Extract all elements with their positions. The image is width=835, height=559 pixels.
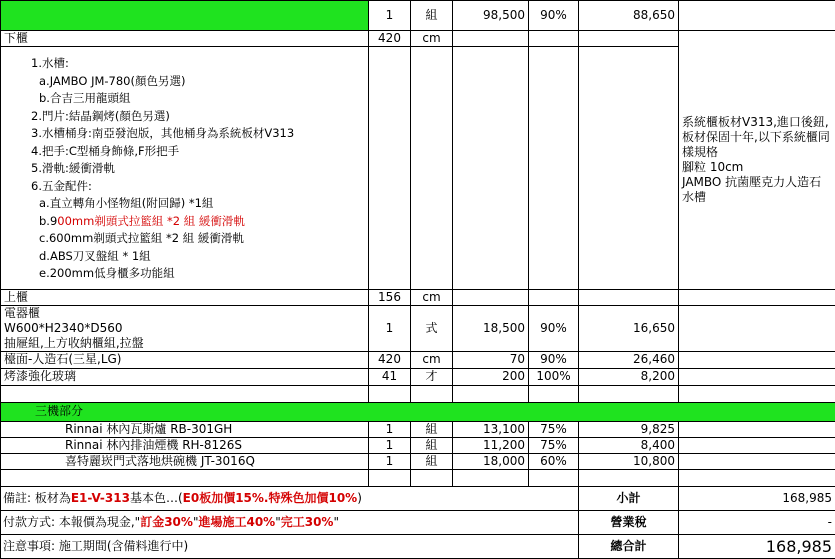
item-name-cell[interactable]: 上櫃: [1, 289, 369, 305]
discount-cell[interactable]: 75%: [529, 437, 579, 453]
note-cell[interactable]: [679, 351, 835, 368]
note-cell[interactable]: [679, 368, 835, 385]
spec-line: e.200mm低身櫃多功能組: [31, 265, 364, 283]
note-cell[interactable]: [679, 437, 835, 453]
qty-cell[interactable]: [369, 47, 411, 290]
payment-completion: 完工30%: [281, 515, 334, 529]
price-cell[interactable]: 98,500: [453, 1, 529, 31]
qty-cell[interactable]: 1: [369, 1, 411, 31]
price-cell[interactable]: 18,500: [453, 305, 529, 351]
lower-cabinet-note[interactable]: [679, 31, 835, 290]
tax-label: 營業稅: [579, 510, 679, 534]
table-row: [1, 453, 835, 469]
table-row: [1, 385, 835, 402]
qty-cell[interactable]: 1: [369, 305, 411, 351]
amount-cell[interactable]: 8,200: [579, 368, 679, 385]
price-cell[interactable]: 70: [453, 351, 529, 368]
spec-line: d.ABS刀叉盤組 * 1組: [31, 248, 364, 266]
price-cell[interactable]: [453, 47, 529, 290]
table-row: [1, 437, 835, 453]
remark-mid: 基本色…(: [130, 491, 183, 505]
spec-line-highlight: [31, 213, 364, 231]
amount-cell[interactable]: 16,650: [579, 305, 679, 351]
total-value[interactable]: 168,985: [679, 534, 835, 558]
unit-cell[interactable]: 組: [411, 421, 453, 437]
table-row: [1, 289, 835, 305]
qty-cell[interactable]: [369, 385, 411, 402]
price-cell[interactable]: 13,100: [453, 421, 529, 437]
spec-line: 4.把手:C型桶身飾條,F形把手: [31, 143, 364, 161]
remark-board-type: E1-V-313: [71, 491, 130, 505]
note-cell[interactable]: [679, 305, 835, 351]
note-cell[interactable]: [679, 453, 835, 469]
discount-cell[interactable]: [529, 47, 579, 290]
qty-cell[interactable]: [369, 469, 411, 486]
payment-quote: ": [193, 515, 199, 529]
item-name-cell[interactable]: Rinnai 林內瓦斯爐 RB-301GH: [1, 421, 369, 437]
price-cell[interactable]: [453, 385, 529, 402]
payment-quote: ": [333, 515, 339, 529]
spec-red-text: 00mm剃頭式拉籃組 *2 組 緩衝滑軌: [57, 214, 245, 228]
unit-cell[interactable]: cm: [411, 351, 453, 368]
price-cell[interactable]: 18,000: [453, 453, 529, 469]
spec-line: 2.門片:結晶鋼烤(顏色另選): [31, 108, 364, 126]
note-line: 系統櫃板材V313,進口後鈕,板材保固十年,以下系統櫃同樣規格: [682, 115, 832, 160]
table-row: [1, 351, 835, 368]
unit-cell[interactable]: 組: [411, 453, 453, 469]
total-label: 總合計: [579, 534, 679, 558]
amount-cell[interactable]: [579, 289, 679, 305]
discount-cell[interactable]: 90%: [529, 1, 579, 31]
unit-cell[interactable]: 才: [411, 368, 453, 385]
subtotal-value[interactable]: 168,985: [679, 486, 835, 510]
discount-cell[interactable]: [529, 31, 579, 47]
item-name-cell[interactable]: Rinnai 林內排油煙機 RH-8126S: [1, 437, 369, 453]
tax-value[interactable]: -: [679, 510, 835, 534]
note-line: JAMBO 抗菌壓克力人造石水槽: [682, 175, 832, 205]
payment-quote: ": [275, 515, 281, 529]
table-row: [1, 368, 835, 385]
table-row: [1, 1, 835, 31]
remark-cell[interactable]: [1, 486, 579, 510]
item-name-cell[interactable]: [1, 385, 369, 402]
qty-cell[interactable]: 41: [369, 368, 411, 385]
unit-cell[interactable]: 組: [411, 437, 453, 453]
discount-cell[interactable]: 90%: [529, 351, 579, 368]
item-name-cell[interactable]: 下櫃: [1, 31, 369, 47]
discount-cell[interactable]: [529, 469, 579, 486]
note-cell[interactable]: [679, 1, 835, 31]
spec-line: 6.五金配件:: [31, 178, 364, 196]
payment-deposit: 訂金30%: [140, 515, 193, 529]
item-name-line: W600*H2340*D560: [4, 321, 365, 336]
qty-cell[interactable]: 420: [369, 31, 411, 47]
spec-line: b.合吉三用龍頭組: [31, 90, 364, 108]
price-cell[interactable]: 11,200: [453, 437, 529, 453]
item-name-cell[interactable]: 烤漆強化玻璃: [1, 368, 369, 385]
qty-cell[interactable]: 1: [369, 421, 411, 437]
discount-cell[interactable]: 100%: [529, 368, 579, 385]
spec-line: c.600mm剃頭式拉籃組 *2 組 緩衝滑軌: [31, 230, 364, 248]
note-cell[interactable]: [679, 385, 835, 402]
unit-cell[interactable]: 組: [411, 1, 453, 31]
qty-cell[interactable]: 156: [369, 289, 411, 305]
unit-cell[interactable]: cm: [411, 31, 453, 47]
discount-cell[interactable]: 60%: [529, 453, 579, 469]
table-row: [1, 421, 835, 437]
item-name-cell[interactable]: 檯面-人造石(三星,LG): [1, 351, 369, 368]
spec-line: 5.滑軌:緩衝滑軌: [31, 160, 364, 178]
amount-cell[interactable]: 26,460: [579, 351, 679, 368]
note-line: 腳粒 10cm: [682, 160, 832, 175]
item-name-cell[interactable]: [1, 469, 369, 486]
note-cell[interactable]: [679, 421, 835, 437]
discount-cell[interactable]: 90%: [529, 305, 579, 351]
note-cell[interactable]: [679, 289, 835, 305]
discount-cell[interactable]: [529, 289, 579, 305]
spec-prefix: b.9: [39, 214, 57, 228]
amount-cell[interactable]: 8,400: [579, 437, 679, 453]
amount-cell[interactable]: [579, 47, 679, 290]
unit-cell[interactable]: cm: [411, 289, 453, 305]
amount-cell[interactable]: 9,825: [579, 421, 679, 437]
amount-cell[interactable]: 88,650: [579, 1, 679, 31]
table-row: [1, 469, 835, 486]
item-name-cell[interactable]: 喜特麗崁門式落地烘碗機 JT-3016Q: [1, 453, 369, 469]
note-cell[interactable]: [679, 469, 835, 486]
amount-cell[interactable]: 10,800: [579, 453, 679, 469]
spec-line: 1.水槽:: [31, 55, 364, 73]
unit-cell[interactable]: [411, 385, 453, 402]
qty-cell[interactable]: 420: [369, 351, 411, 368]
unit-cell[interactable]: 式: [411, 305, 453, 351]
payment-cell[interactable]: [1, 510, 579, 534]
spec-line: a.JAMBO JM-780(顏色另選): [31, 73, 364, 91]
price-cell[interactable]: [453, 31, 529, 47]
discount-cell[interactable]: 75%: [529, 421, 579, 437]
spec-line: 3.水槽桶身:南亞發泡版，其他桶身為系統板材V313: [31, 125, 364, 143]
item-name-cell[interactable]: [1, 1, 369, 31]
remark-prefix: 備註: 板材為: [3, 491, 71, 505]
notice-cell[interactable]: 注意事項: 施工期間(含備料進行中): [1, 534, 579, 558]
lower-cabinet-spec[interactable]: [1, 47, 369, 290]
notice-row: [1, 534, 835, 558]
table-row: [1, 31, 835, 47]
price-cell[interactable]: [453, 469, 529, 486]
price-cell[interactable]: 200: [453, 368, 529, 385]
qty-cell[interactable]: 1: [369, 437, 411, 453]
amount-cell[interactable]: [579, 385, 679, 402]
unit-cell[interactable]: [411, 469, 453, 486]
remark-surcharge: E0板加價15%.特殊色加價10%: [183, 491, 358, 505]
item-name-line: 電器櫃: [4, 306, 365, 321]
payment-row: [1, 510, 835, 534]
section-title[interactable]: 三機部分: [1, 402, 835, 421]
payment-construction: 進場施工40%: [198, 515, 275, 529]
item-name-cell[interactable]: [1, 305, 369, 351]
price-cell[interactable]: [453, 289, 529, 305]
remark-end: ): [357, 491, 362, 505]
amount-cell[interactable]: [579, 31, 679, 47]
table-row: [1, 305, 835, 351]
discount-cell[interactable]: [529, 385, 579, 402]
item-name-line: 抽屜組,上方收納櫃組,拉盤: [4, 336, 365, 351]
payment-prefix: 付款方式: 本報價為現金,": [3, 515, 140, 529]
subtotal-label: 小計: [579, 486, 679, 510]
section-header-row: [1, 402, 835, 421]
qty-cell[interactable]: 1: [369, 453, 411, 469]
amount-cell[interactable]: [579, 469, 679, 486]
unit-cell[interactable]: [411, 47, 453, 290]
spec-line: a.直立轉角小怪物組(附回歸) *1組: [31, 195, 364, 213]
remark-row: [1, 486, 835, 510]
